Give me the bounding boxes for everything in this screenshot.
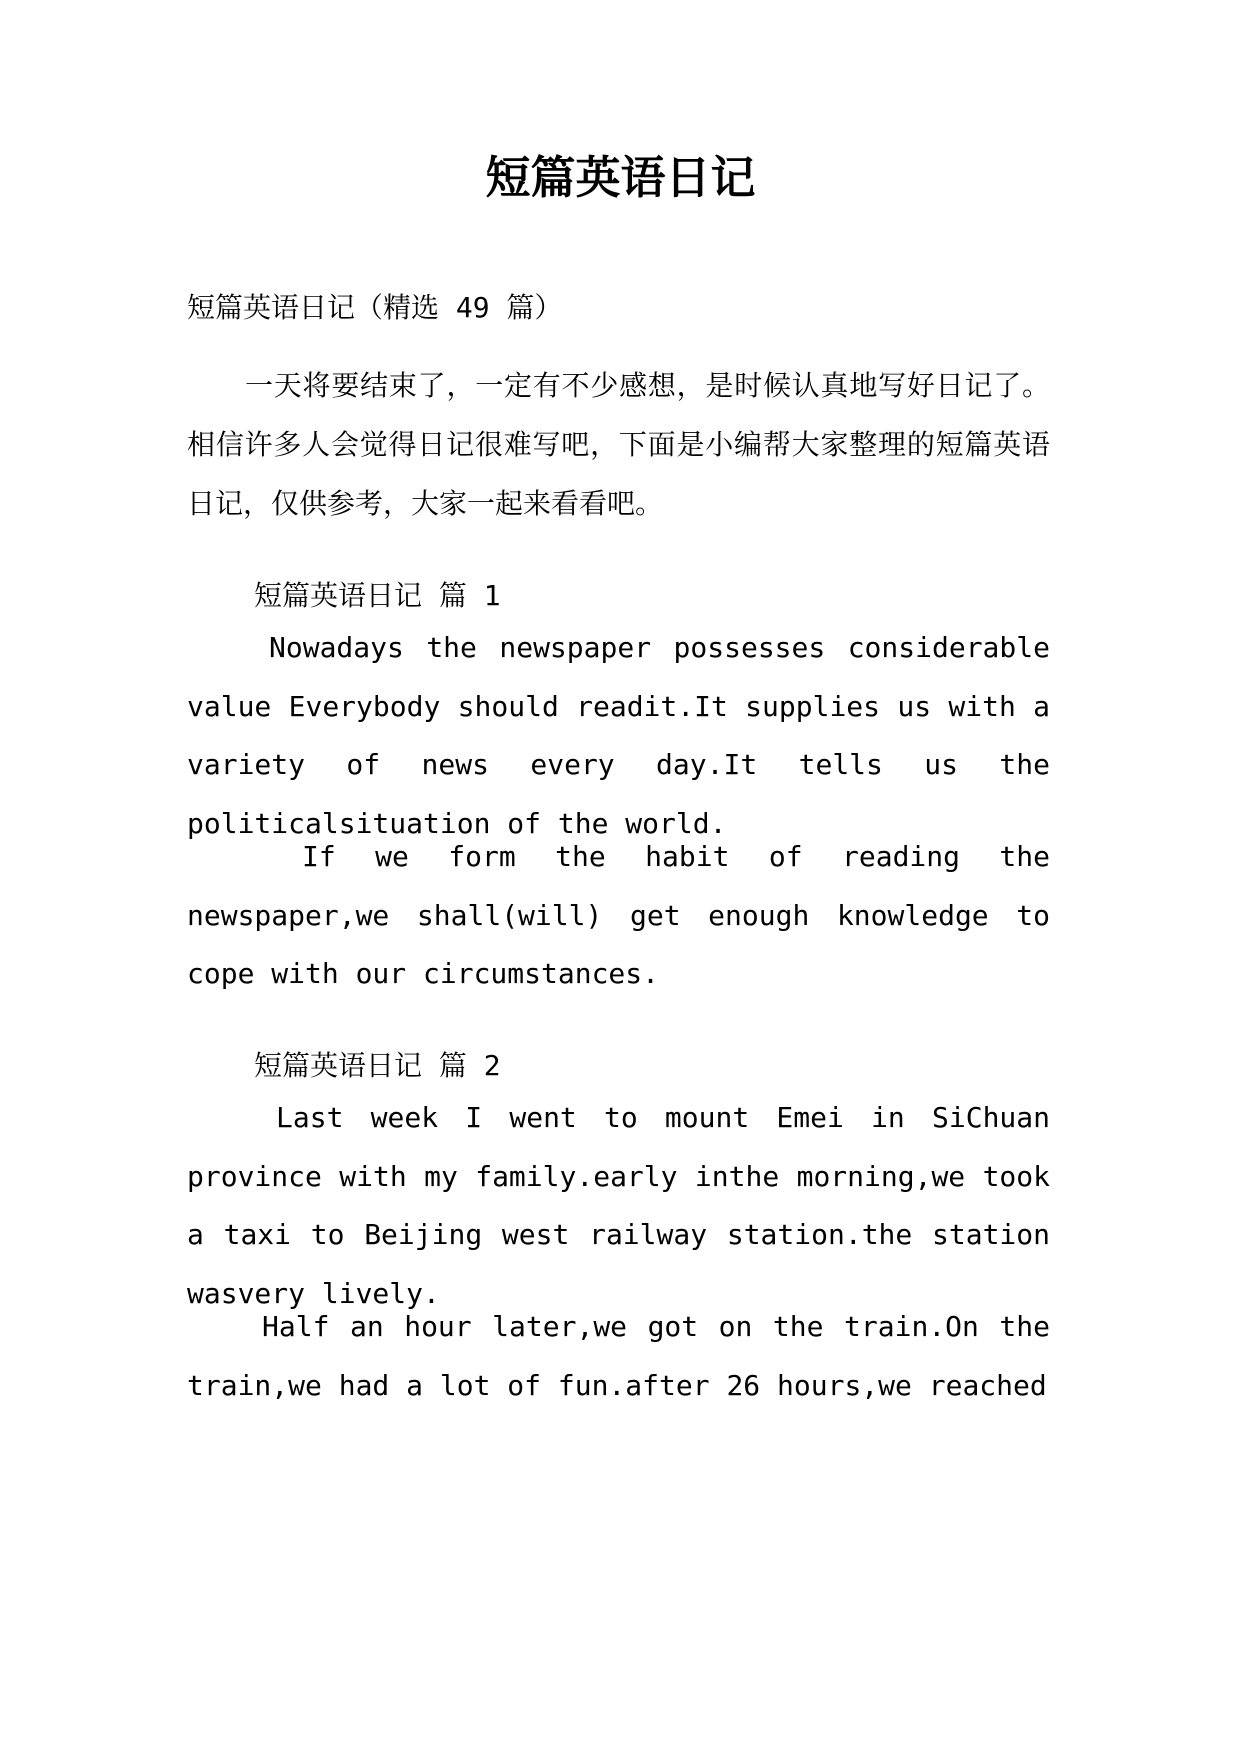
section-2-paragraph-2: Half an hour later,we got on the train.On the train,we had a lot of fun.after 26 hours,we reached (187, 1310, 1050, 1402)
document-title: 短篇英语日记 (485, 151, 756, 204)
section-heading-1: 短篇英语日记 篇 1 (254, 579, 501, 612)
intro-paragraph: 一天将要结束了，一定有不少感想，是时候认真地写好日记了。相信许多人会觉得日记很难写吧，下面是小编帮大家整理的短篇英语日记，仅供参考，大家一起来看看吧。 (187, 369, 1050, 520)
section-heading-2: 短篇英语日记 篇 2 (254, 1049, 501, 1082)
section-1-paragraph-1: Nowadays the newspaper possesses considerable value Everybody should readit.It supplies us with a variety of news every day.It tells us the politicalsituation of the world. (187, 631, 1050, 840)
section-2-paragraph-1: Last week I went to mount Emei in SiChuan province with my family.early inthe morning,we took a taxi to Beijing west railway station.the station wasvery lively. (187, 1101, 1050, 1310)
document-subtitle: 短篇英语日记（精选 49 篇） (187, 291, 563, 324)
section-1-paragraph-2: If we form the habit of reading the newspaper,we shall(will) get enough knowledge to cope with our circumstances. (187, 840, 1050, 990)
